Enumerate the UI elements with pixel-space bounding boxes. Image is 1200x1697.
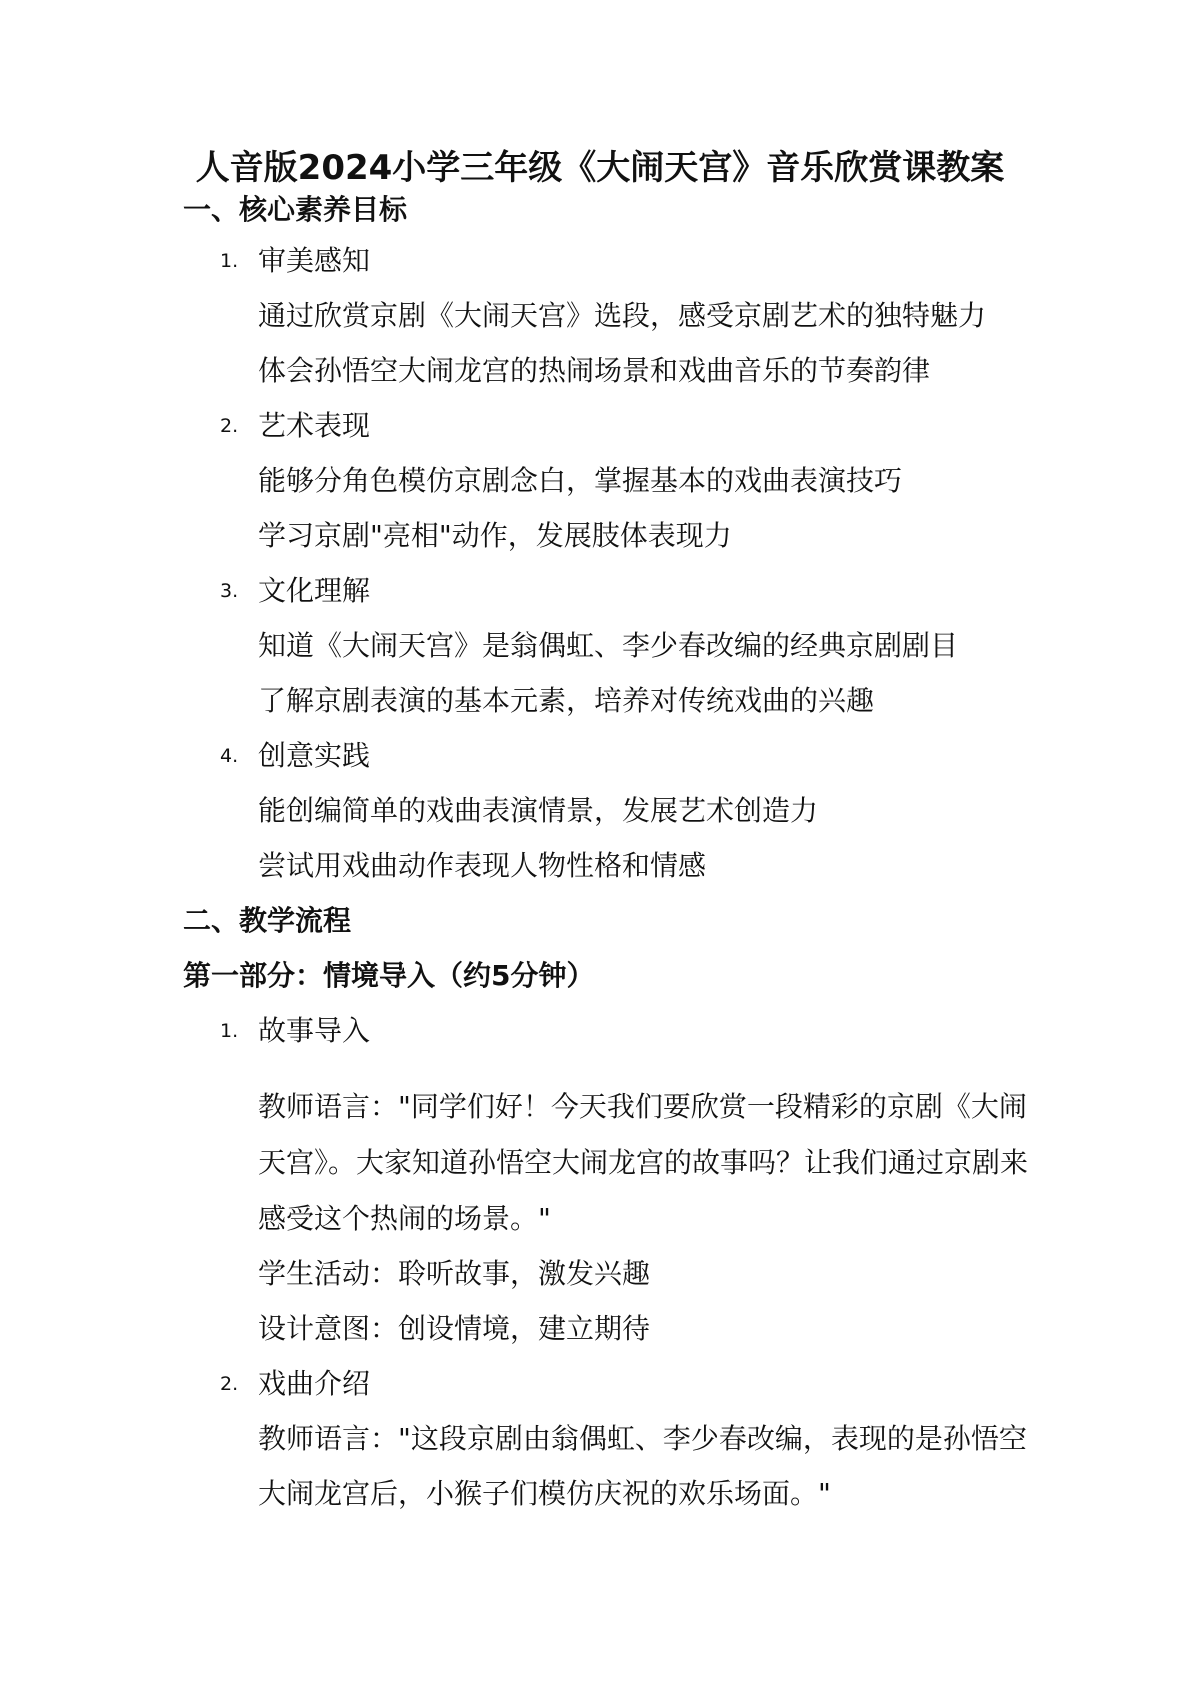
body-line: 教师语言："同学们好！今天我们要欣赏一段精彩的京剧《大闹 [258, 1090, 1027, 1123]
body-line: 尝试用戏曲动作表现人物性格和情感 [258, 849, 707, 882]
list-number: 2. [220, 415, 239, 437]
document-title: 人音版2024小学三年级《大闹天宫》音乐欣赏课教案 [195, 148, 1005, 188]
body-line: 大闹龙宫后，小猴子们模仿庆祝的欢乐场面。" [258, 1477, 831, 1510]
body-line: 设计意图：创设情境，建立期待 [258, 1312, 651, 1345]
section-heading-core-goals: 一、核心素养目标 [183, 193, 408, 226]
list-number: 1. [220, 1020, 239, 1042]
list-item-label: 故事导入 [258, 1014, 371, 1047]
body-line: 感受这个热闹的场景。" [258, 1202, 551, 1235]
body-line: 能创编简单的戏曲表演情景，发展艺术创造力 [258, 794, 819, 827]
part-heading-intro: 第一部分：情境导入（约5分钟） [183, 959, 595, 992]
body-line: 学习京剧"亮相"动作，发展肢体表现力 [258, 519, 732, 552]
body-line: 体会孙悟空大闹龙宫的热闹场景和戏曲音乐的节奏韵律 [258, 354, 931, 387]
body-line: 学生活动：聆听故事，激发兴趣 [258, 1257, 651, 1290]
body-line: 通过欣赏京剧《大闹天宫》选段，感受京剧艺术的独特魅力 [258, 299, 987, 332]
list-item-label: 戏曲介绍 [258, 1367, 371, 1400]
list-number: 2. [220, 1373, 239, 1395]
list-item-label: 审美感知 [258, 244, 371, 277]
list-number: 4. [220, 745, 239, 767]
list-item-label: 文化理解 [258, 574, 371, 607]
list-number: 3. [220, 580, 239, 602]
section-heading-teaching-process: 二、教学流程 [183, 904, 352, 937]
list-number: 1. [220, 250, 239, 272]
list-item-label: 艺术表现 [258, 409, 371, 442]
body-line: 能够分角色模仿京剧念白，掌握基本的戏曲表演技巧 [258, 464, 903, 497]
body-line: 了解京剧表演的基本元素，培养对传统戏曲的兴趣 [258, 684, 875, 717]
body-line: 天宫》。大家知道孙悟空大闹龙宫的故事吗？让我们通过京剧来 [258, 1146, 1029, 1179]
list-item-label: 创意实践 [258, 739, 371, 772]
body-line: 知道《大闹天宫》是翁偶虹、李少春改编的经典京剧剧目 [258, 629, 959, 662]
body-line: 教师语言："这段京剧由翁偶虹、李少春改编，表现的是孙悟空 [258, 1422, 1027, 1455]
